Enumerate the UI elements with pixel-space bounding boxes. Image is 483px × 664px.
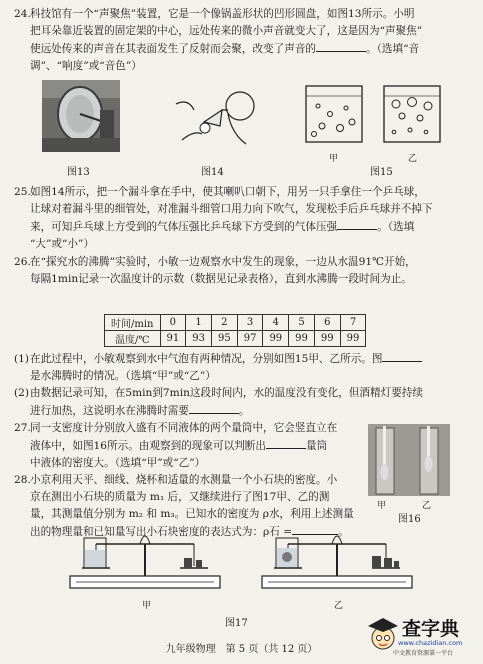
figure-14-illustration	[172, 84, 258, 150]
table-cell: 3	[237, 315, 263, 331]
q26-text: 在“探究水的沸腾”实验时，小敏一边观察水中发生的现象，一边从水温91℃开始，	[30, 256, 416, 268]
q25-text: 如图14所示，把一个漏斗拿在手中，使其喇叭口朝下，用另一只手拿住一个乒乓球，	[30, 186, 425, 198]
figure-13-caption: 图13	[67, 167, 90, 178]
figure-16-label-jia: 甲	[377, 501, 387, 511]
q26-text: 每隔1min记录一次温度计的示数（数据见记录表格），直到水沸腾一段时间为止。	[30, 273, 412, 285]
table-cell: 1	[186, 315, 212, 331]
question-25	[14, 184, 470, 253]
question-number: 24.	[14, 8, 31, 20]
q26-text: 进行加热，这说明水在沸腾时需要	[30, 405, 189, 417]
question-26-subparts	[14, 350, 470, 420]
answer-blank[interactable]	[382, 350, 422, 362]
watermark-logo-text: 查字典	[402, 618, 460, 640]
q24-text: 把耳朵靠近装置的固定架的中心，远处传来的微小声音就变大了，这是因为“声聚焦”	[30, 25, 423, 37]
table-cell: 99	[289, 331, 315, 347]
figure-15-caption: 图15	[370, 167, 393, 178]
table-header: 温度/℃	[105, 331, 161, 347]
table-cell: 93	[186, 331, 212, 347]
q25-text: “大”或“小”）	[30, 238, 95, 250]
q27-text: 液体中，如图16所示。由观察到的现象可以判断出	[30, 440, 266, 452]
q25-text: 。（选填	[377, 221, 415, 233]
watermark-subtitle: 中文教育资源第一平台	[393, 650, 454, 657]
subquestion-number: (1)	[14, 353, 30, 365]
answer-blank[interactable]	[266, 437, 306, 449]
q26-text: 由数据记录可知，在5min到7min这段时间内，水的温度没有变化，但酒精灯要持续	[30, 387, 423, 399]
q28-text: 。	[338, 526, 349, 538]
question-number: 28.	[14, 474, 31, 486]
q27-text: 中液体的密度大。（选填“甲”或“乙”）	[30, 457, 206, 469]
q26-text: 在此过程中，小敏观察到水中气泡有两种情况，分别如图15甲、乙所示。图	[30, 353, 383, 365]
watermark-url: www.chazidian.com	[398, 639, 463, 647]
figure-17-label-jia: 甲	[142, 601, 152, 611]
q24-text: 。（选填“音	[366, 43, 420, 55]
q27-text: 量筒	[305, 440, 328, 452]
q28-text: 量，其测量值分别为 m₂ 和 m₃。已知水的密度为 ρ水，利用上述测量	[30, 508, 354, 520]
page-footer: 九年级物理 第 5 页（共 12 页）	[165, 644, 318, 655]
figure-16-photo	[368, 424, 450, 496]
table-row	[105, 315, 366, 331]
figure-15-label-jia: 甲	[329, 154, 339, 164]
figure-15-beakers	[300, 82, 450, 148]
question-26	[14, 254, 470, 288]
figure-13-photo	[42, 80, 120, 152]
table-cell: 97	[237, 331, 263, 347]
temperature-table	[104, 314, 366, 347]
question-27	[14, 420, 360, 472]
answer-blank[interactable]	[337, 218, 377, 230]
question-number: 27.	[14, 422, 31, 434]
table-cell: 6	[314, 315, 340, 331]
subquestion-number: (2)	[14, 387, 30, 399]
q27-text: 同一支密度计分别放入盛有不同液体的两个量筒中，它会竖直立在	[30, 422, 338, 434]
q24-text: 科技馆有一个“声聚焦”装置，它是一个像锅盖形状的凹形圆盘，如图13所示。小明	[30, 8, 415, 20]
figure-17-balances	[66, 524, 426, 596]
table-row	[105, 331, 366, 347]
q26-text: 。	[238, 405, 250, 417]
figure-14-caption: 图14	[201, 167, 224, 178]
q28-text: 小京利用天平、细线、烧杯和适量的水测量一个小石块的密度。小	[30, 474, 338, 486]
figure-17-label-yi: 乙	[334, 601, 344, 611]
q28-text: 京在测出小石块的质量为 m₁ 后，又继续进行了图17甲、乙的测	[30, 491, 330, 503]
figure-16-caption: 图16	[398, 514, 421, 525]
table-cell: 91	[160, 331, 186, 347]
q28-text: 出的物理量和已知量写出小石块密度的表达式为：ρ石 =	[30, 526, 293, 538]
table-cell: 2	[211, 315, 237, 331]
answer-blank[interactable]	[189, 402, 239, 414]
table-cell: 4	[263, 315, 289, 331]
question-number: 26.	[14, 256, 31, 268]
table-cell: 7	[340, 315, 366, 331]
table-cell: 99	[263, 331, 289, 347]
q25-text: 来，可知乒乓球上方受到的气体压强比乒乓球下方受到的气体压强	[30, 221, 338, 233]
figure-15-label-yi: 乙	[408, 154, 418, 164]
figure-16-label-yi: 乙	[422, 501, 432, 511]
table-cell: 99	[340, 331, 366, 347]
table-cell: 0	[160, 315, 186, 331]
table-cell: 5	[289, 315, 315, 331]
question-number: 25.	[14, 186, 31, 198]
answer-blank[interactable]	[316, 40, 366, 52]
table-header: 时间/min	[105, 315, 161, 331]
table-cell: 99	[314, 331, 340, 347]
question-24	[14, 6, 470, 75]
q26-text: 是水沸腾时的情况。（选填“甲”或“乙”）	[30, 370, 216, 382]
figure-17-caption: 图17	[225, 618, 248, 629]
q24-text: 使远处传来的声音在其表面发生了反射而会聚，改变了声音的	[30, 43, 317, 55]
q24-text: 调”、“响度”或“音色”）	[30, 60, 142, 72]
table-cell: 95	[211, 331, 237, 347]
q25-text: 让球对着漏斗里的细管处，对准漏斗细管口用力向下吹气，发现松手后乒乓球并不掉下	[30, 203, 433, 215]
